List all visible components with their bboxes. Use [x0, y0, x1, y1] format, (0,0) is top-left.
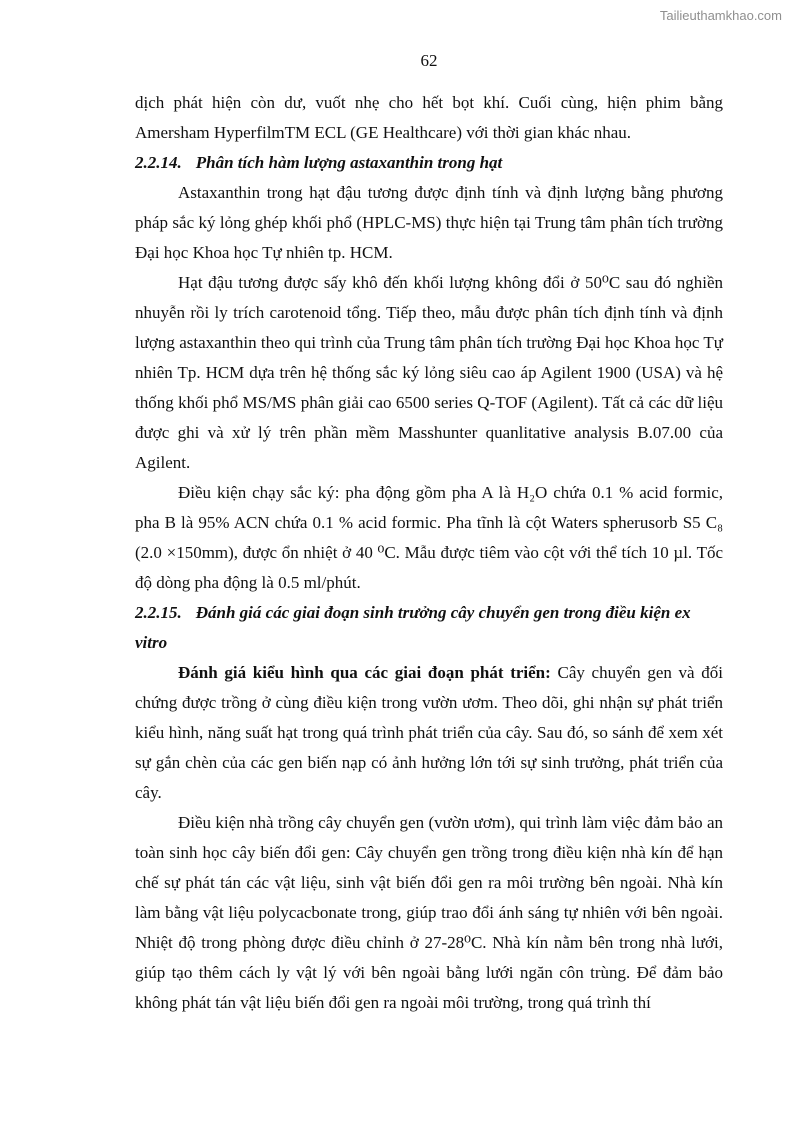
paragraph-phenotype	[135, 658, 723, 808]
section-heading-2-2-15	[135, 598, 723, 658]
paragraph-hplc-conditions: Điều kiện chạy sắc ký: pha động gồm pha A là H₂O chứa 0.1 % acid formic, pha B là 95% ACN chứa 0.1 % acid formic. Pha tĩnh là cột Waters spherusorb S5 C₈ (2.0 ×150mm), được ổn nhiệt ở 40 ⁰C. Mẫu được tiêm vào cột với thể tích 10 µl. Tốc độ dòng pha động là 0.5 ml/phút.	[135, 483, 723, 592]
section-title: Phân tích hàm lượng astaxanthin trong hạt	[195, 153, 503, 172]
watermark: Tailieuthamkhao.com	[659, 8, 782, 23]
paragraph-greenhouse: Điều kiện nhà trồng cây chuyển gen (vườn ươm), qui trình làm việc đảm bảo an toàn sinh học cây biến đổi gen: Cây chuyển gen trồng trong điều kiện nhà kín để hạn chế sự phát tán các vật liệu, sinh vật biến đổi gen ra môi trường bên ngoài. Nhà kín làm bằng vật liệu polycacbonate trong, giúp trao đổi ánh sáng tự nhiên với bên ngoài. Nhiệt độ trong phòng được điều chỉnh ở 27-28⁰C. Nhà kín nằm bên trong nhà lưới, giúp tạo thêm cách ly vật lý với bên ngoài bằng lưới ngăn côn trùng. Để đảm bảo không phát tán vật liệu biến đổi gen ra ngoài môi trường, trong quá trình thí	[135, 813, 723, 1012]
page-number: 62	[420, 51, 438, 70]
paragraph-lead-bold: Đánh giá kiểu hình qua các giai đoạn phát triển:	[178, 663, 551, 682]
page-content	[135, 46, 723, 1018]
section-title: Đánh giá các giai đoạn sinh trưởng cây chuyển gen trong điều kiện ex vitro	[135, 603, 691, 652]
paragraph-astaxanthin-method: Astaxanthin trong hạt đậu tương được định tính và định lượng bằng phương pháp sắc ký lỏng ghép khối phổ (HPLC-MS) thực hiện tại Trung tâm phân tích trường Đại học Khoa học Tự nhiên tp. HCM.	[135, 183, 723, 262]
section-number: 2.2.15.	[135, 603, 182, 622]
paragraph-text: Cây chuyển gen và đối chứng được trồng ở cùng điều kiện trong vườn ươm. Theo dõi, ghi nhận sự phát triển kiểu hình, năng suất hạt trong quá trình phát triển của cây. Sau đó, so sánh để xem xét sự gắn chèn của các gen biến nạp có ảnh hưởng lớn tới sự sinh trưởng, phát triển của cây.	[135, 663, 723, 802]
section-heading-2-2-14	[135, 148, 723, 178]
paragraph-astaxanthin-procedure: Hạt đậu tương được sấy khô đến khối lượng không đổi ở 50⁰C sau đó nghiền nhuyễn rồi ly trích carotenoid tổng. Tiếp theo, mẫu được phân tích định tính và định lượng astaxanthin theo qui trình của Trung tâm phân tích trường Đại học Khoa học Tự nhiên Tp. HCM dựa trên hệ thống sắc ký lỏng siêu cao áp Agilent 1900 (USA) và hệ thống khối phổ MS/MS phân giải cao 6500 series Q-TOF (Agilent). Tất cả các dữ liệu được ghi và xử lý trên phần mềm Masshunter quanlitative analysis B.07.00 của Agilent.	[135, 273, 723, 472]
section-number: 2.2.14.	[135, 153, 182, 172]
paragraph-intro: dịch phát hiện còn dư, vuốt nhẹ cho hết bọt khí. Cuối cùng, hiện phim bằng Amersham HyperfilmTM ECL (GE Healthcare) với thời gian khác nhau.	[135, 93, 723, 142]
